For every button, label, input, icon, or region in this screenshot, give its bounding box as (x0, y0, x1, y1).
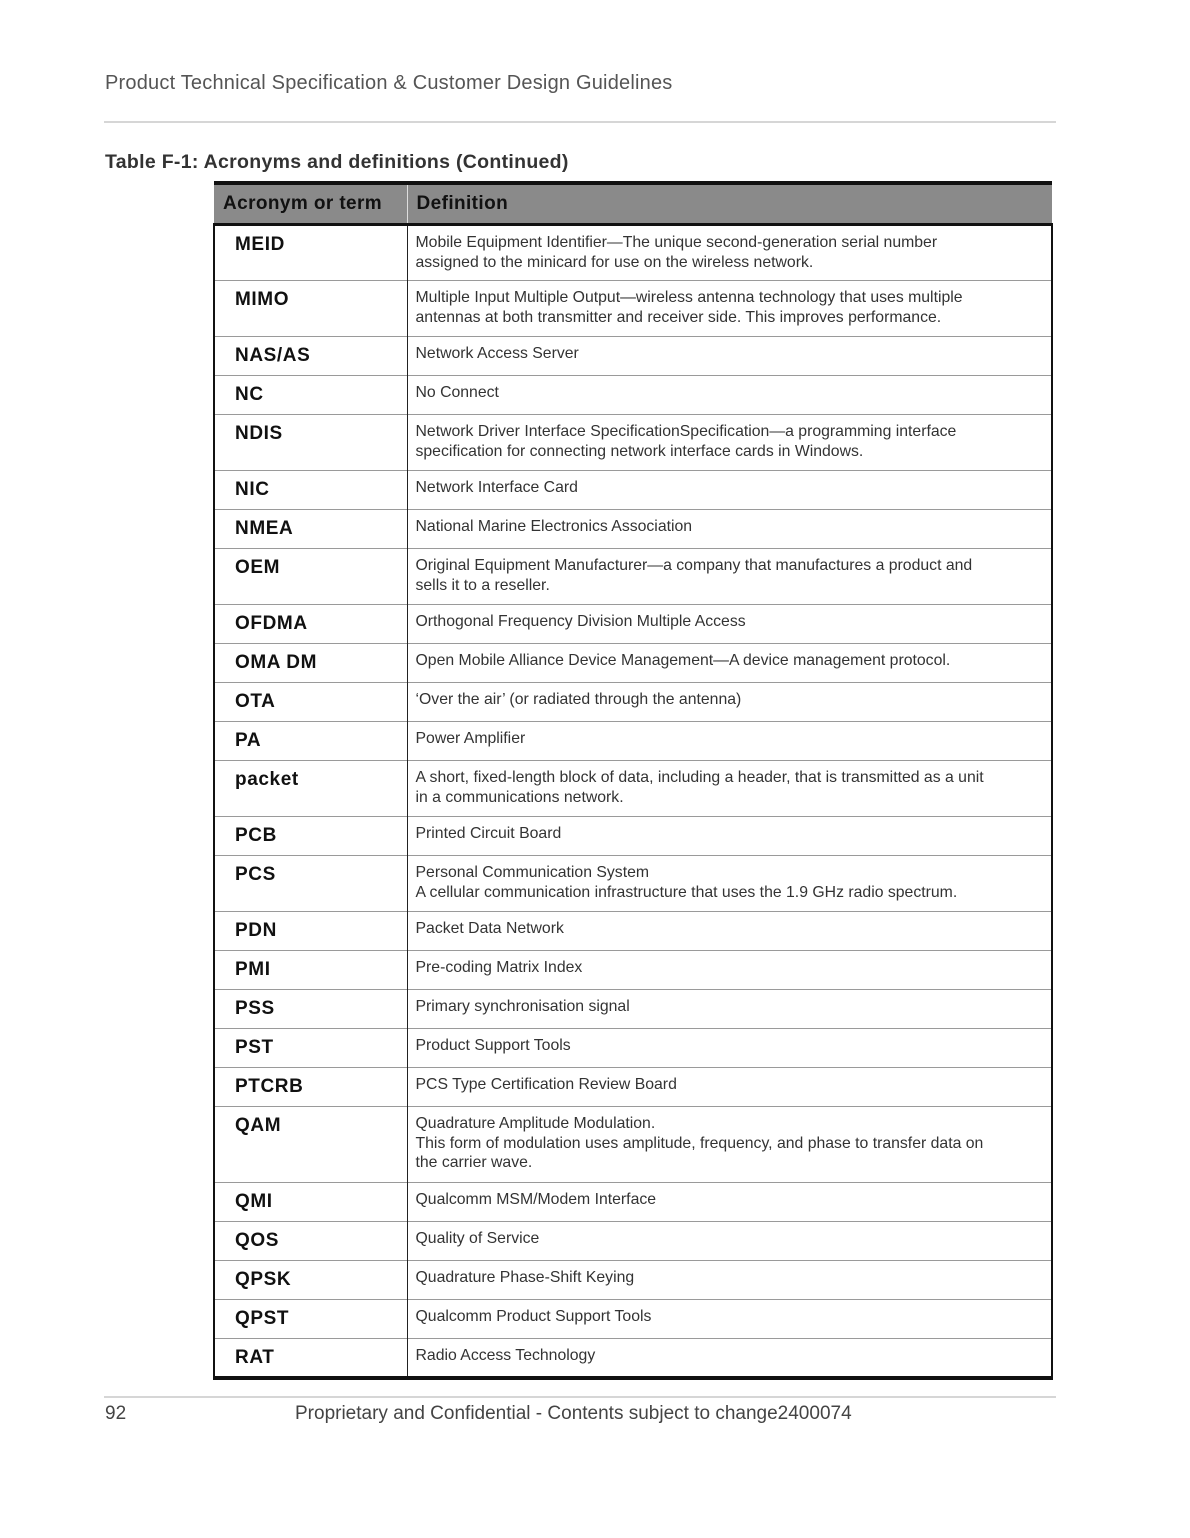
acronym-cell: OEM (214, 549, 407, 605)
table-row (214, 1029, 1052, 1068)
definition-line: the carrier wave. (415, 1154, 533, 1171)
table-row (214, 722, 1052, 761)
definition-cell (407, 644, 1052, 683)
definition-line: Original Equipment Manufacturer—a company that manufactures a product and (415, 557, 973, 574)
definition-line: Primary synchronisation signal (415, 998, 630, 1015)
acronyms-table (213, 181, 1053, 1380)
table-row (214, 1183, 1052, 1222)
table-header-row (214, 183, 1052, 225)
definition-line: Power Amplifier (415, 730, 526, 747)
definition-cell (407, 761, 1052, 817)
definition-line: Orthogonal Frequency Division Multiple Access (415, 613, 746, 630)
definition-cell (407, 471, 1052, 510)
definition-line: National Marine Electronics Association (415, 518, 693, 535)
definition-cell (407, 1183, 1052, 1222)
definition-line: specification for connecting network interface cards in Windows. (415, 442, 864, 460)
table-row (214, 549, 1052, 605)
definition-line: Network Driver Interface SpecificationSpecification—a programming interface (415, 423, 957, 440)
table-caption: Table F-1: Acronyms and definitions (Continued) (105, 151, 569, 173)
definition-line: sells it to a reseller. (415, 576, 550, 594)
definition-cell (407, 281, 1052, 337)
acronym-cell: PCB (214, 817, 407, 856)
acronym-cell: PST (214, 1029, 407, 1068)
definition-line: This form of modulation uses amplitude, frequency, and phase to transfer data on (415, 1134, 984, 1152)
definition-line: Mobile Equipment Identifier—The unique second-generation serial number (415, 234, 938, 251)
table-row (214, 951, 1052, 990)
definition-cell (407, 1261, 1052, 1300)
acronym-cell: PCS (214, 856, 407, 912)
table-row (214, 1261, 1052, 1300)
acronym-cell: QPSK (214, 1261, 407, 1300)
definition-line: A cellular communication infrastructure that uses the 1.9 GHz radio spectrum. (415, 883, 958, 901)
acronym-cell: OFDMA (214, 605, 407, 644)
acronym-cell: PDN (214, 912, 407, 951)
column-header-definition: Definition (407, 183, 1052, 225)
definition-cell (407, 990, 1052, 1029)
acronym-cell: QAM (214, 1107, 407, 1183)
definition-line: No Connect (415, 384, 499, 401)
definition-line: A short, fixed-length block of data, including a header, that is transmitted as a unit (415, 769, 984, 786)
table-row (214, 376, 1052, 415)
acronym-cell: QOS (214, 1222, 407, 1261)
definition-line: assigned to the minicard for use on the wireless network. (415, 253, 814, 271)
definition-line: Radio Access Technology (415, 1347, 596, 1364)
acronym-cell: QMI (214, 1183, 407, 1222)
acronym-cell: NMEA (214, 510, 407, 549)
definition-line: Quality of Service (415, 1230, 540, 1247)
table-row (214, 683, 1052, 722)
definition-line: Open Mobile Alliance Device Management—A device management protocol. (415, 652, 951, 669)
table-row (214, 761, 1052, 817)
acronym-cell: PA (214, 722, 407, 761)
acronym-cell: NDIS (214, 415, 407, 471)
footer-divider (104, 1396, 1056, 1398)
table-row (214, 471, 1052, 510)
table-row (214, 817, 1052, 856)
definition-line: Quadrature Phase-Shift Keying (415, 1269, 635, 1286)
definition-cell (407, 1107, 1052, 1183)
acronym-cell: MIMO (214, 281, 407, 337)
acronym-cell: QPST (214, 1300, 407, 1339)
acronym-cell: PTCRB (214, 1068, 407, 1107)
definition-cell (407, 1222, 1052, 1261)
definition-cell (407, 856, 1052, 912)
definition-cell (407, 376, 1052, 415)
acronym-cell: OMA DM (214, 644, 407, 683)
table-row (214, 1222, 1052, 1261)
definition-cell (407, 683, 1052, 722)
table-row (214, 856, 1052, 912)
definition-cell (407, 1029, 1052, 1068)
definition-line: Quadrature Amplitude Modulation. (415, 1115, 656, 1132)
definition-cell (407, 605, 1052, 644)
page-number: 92 (105, 1403, 127, 1424)
definition-cell (407, 1300, 1052, 1339)
definition-line: in a communications network. (415, 788, 624, 806)
header-divider (104, 121, 1056, 123)
table-row (214, 1300, 1052, 1339)
table-row (214, 1107, 1052, 1183)
definition-cell (407, 1339, 1052, 1378)
definition-line: Network Access Server (415, 345, 579, 362)
acronym-cell: PSS (214, 990, 407, 1029)
table-body (214, 225, 1052, 1378)
definition-cell (407, 951, 1052, 990)
acronym-cell: NAS/AS (214, 337, 407, 376)
table-row (214, 644, 1052, 683)
definition-line: ‘Over the air’ (or radiated through the antenna) (415, 691, 742, 708)
table-row (214, 605, 1052, 644)
definition-line: Pre-coding Matrix Index (415, 959, 583, 976)
table-row (214, 1339, 1052, 1378)
table-row (214, 415, 1052, 471)
table-row (214, 1068, 1052, 1107)
definition-line: Multiple Input Multiple Output—wireless antenna technology that uses multiple (415, 289, 963, 306)
definition-line: Printed Circuit Board (415, 825, 562, 842)
column-header-acronym: Acronym or term (214, 183, 407, 225)
definition-cell (407, 337, 1052, 376)
definition-cell (407, 817, 1052, 856)
definition-line: PCS Type Certification Review Board (415, 1076, 677, 1093)
acronym-cell: NIC (214, 471, 407, 510)
definition-line: antennas at both transmitter and receiver side. This improves performance. (415, 308, 942, 326)
acronym-cell: NC (214, 376, 407, 415)
acronym-cell: PMI (214, 951, 407, 990)
definition-cell (407, 225, 1052, 281)
table-row (214, 337, 1052, 376)
table-row (214, 510, 1052, 549)
definition-line: Qualcomm Product Support Tools (415, 1308, 652, 1325)
table-row (214, 912, 1052, 951)
definition-line: Product Support Tools (415, 1037, 571, 1054)
table-row (214, 281, 1052, 337)
definition-cell (407, 415, 1052, 471)
definition-cell (407, 549, 1052, 605)
acronym-cell: OTA (214, 683, 407, 722)
acronym-cell: RAT (214, 1339, 407, 1378)
definition-cell (407, 1068, 1052, 1107)
definition-line: Qualcomm MSM/Modem Interface (415, 1191, 657, 1208)
definition-line: Network Interface Card (415, 479, 578, 496)
definition-cell (407, 510, 1052, 549)
footer-text: Proprietary and Confidential - Contents subject to change2400074 (295, 1403, 852, 1424)
definition-line: Packet Data Network (415, 920, 564, 937)
definition-cell (407, 912, 1052, 951)
acronym-cell: MEID (214, 225, 407, 281)
table-row (214, 990, 1052, 1029)
document-header-title: Product Technical Specification & Customer Design Guidelines (105, 72, 673, 94)
definition-cell (407, 722, 1052, 761)
definition-line: Personal Communication System (415, 864, 650, 881)
table-row (214, 225, 1052, 281)
acronym-cell: packet (214, 761, 407, 817)
